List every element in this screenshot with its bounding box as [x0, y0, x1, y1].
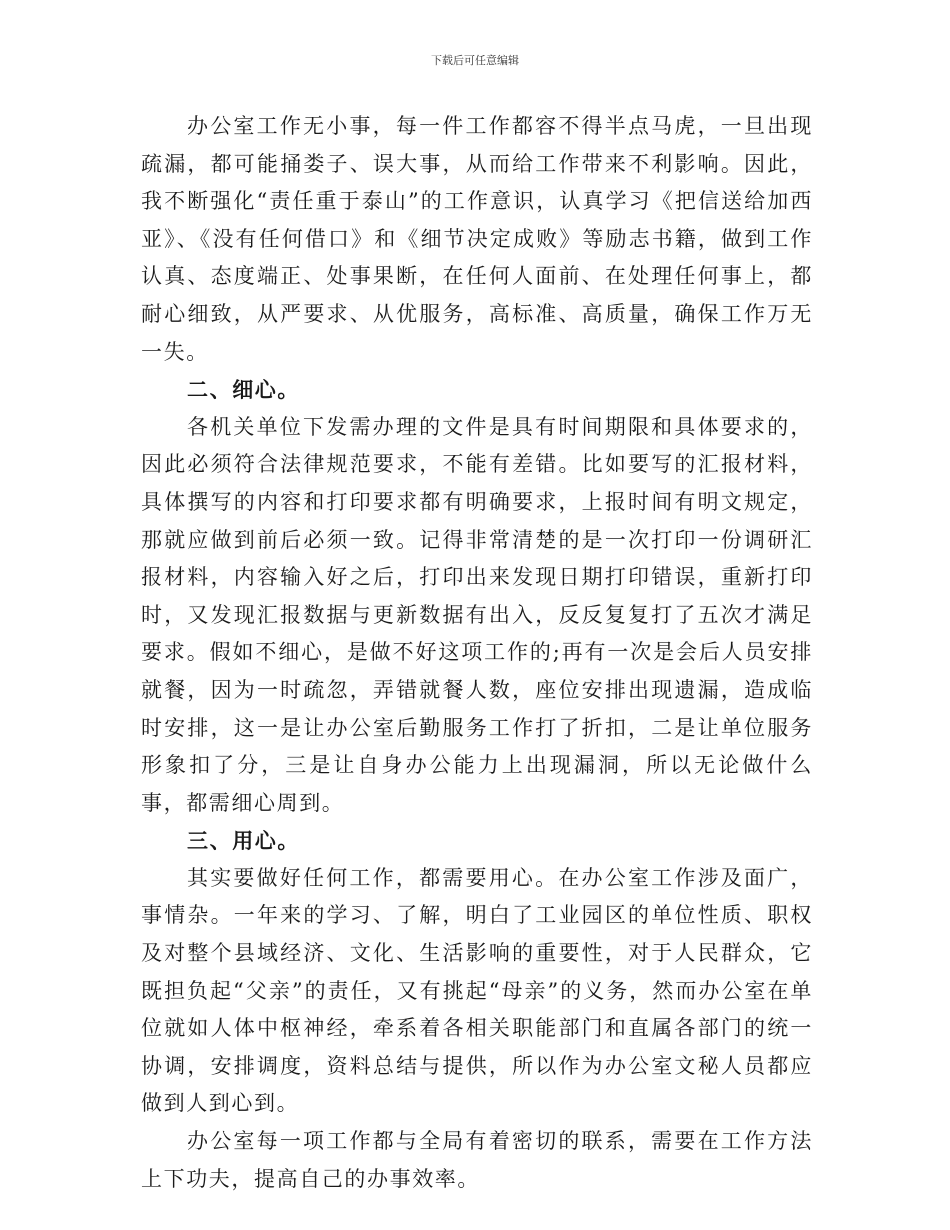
section-heading-carefulness: 二、细心。 — [187, 377, 300, 403]
paragraph-efficiency: 办公室每一项工作都与全局有着密切的联系，需要在工作方法上下功夫，提高自己的办事效率。 — [141, 1129, 813, 1191]
paragraph-dedication: 其实要做好任何工作，都需要用心。在办公室工作涉及面广，事情杂。一年来的学习、了解，明白了工业园区的单位性质、职权及对整个县域经济、文化、生活影响的重要性，对于人民群众，它既担负起“父亲”的责任，又有挑起“母亲”的义务，然而办公室在单位就如人体中枢神经，牵系着各相关职能部门和直属各部门的统一协调，安排调度，资料总结与提供，所以作为办公室文秘人员都应做到人到心到。 — [141, 865, 813, 1116]
paragraph-carefulness: 各机关单位下发需办理的文件是具有时间期限和具体要求的，因此必须符合法律规范要求，不能有差错。比如要写的汇报材料，具体撰写的内容和打印要求都有明确要求，上报时间有明文规定，那就应做到前后必须一致。记得非常清楚的是一次打印一份调研汇报材料，内容输入好之后，打印出来发现日期打印错误，重新打印时，又发现汇报数据与更新数据有出入，反反复复打了五次才满足要求。假如不细心，是做不好这项工作的;再有一次是会后人员安排就餐，因为一时疏忽，弄错就餐人数，座位安排出现遗漏，造成临时安排，这一是让办公室后勤服务工作打了折扣，二是让单位服务形象扣了分，三是让自身办公能力上出现漏洞，所以无论做什么事，都需细心周到。 — [141, 414, 813, 815]
section-heading-dedication: 三、用心。 — [187, 828, 300, 854]
page-header: 下载后可任意编辑 — [431, 54, 519, 67]
document-body — [141, 108, 813, 1198]
paragraph-diligence: 办公室工作无小事，每一件工作都容不得半点马虎，一旦出现疏漏，都可能捅娄子、误大事，从而给工作带来不利影响。因此，我不断强化“责任重于泰山”的工作意识，认真学习《把信送给加西亚》、《没有任何借口》和《细节决定成败》等励志书籍，做到工作认真、态度端正、处事果断，在任何人面前、在处理任何事上，都耐心细致，从严要求、从优服务，高标准、高质量，确保工作万无一失。 — [141, 114, 813, 364]
